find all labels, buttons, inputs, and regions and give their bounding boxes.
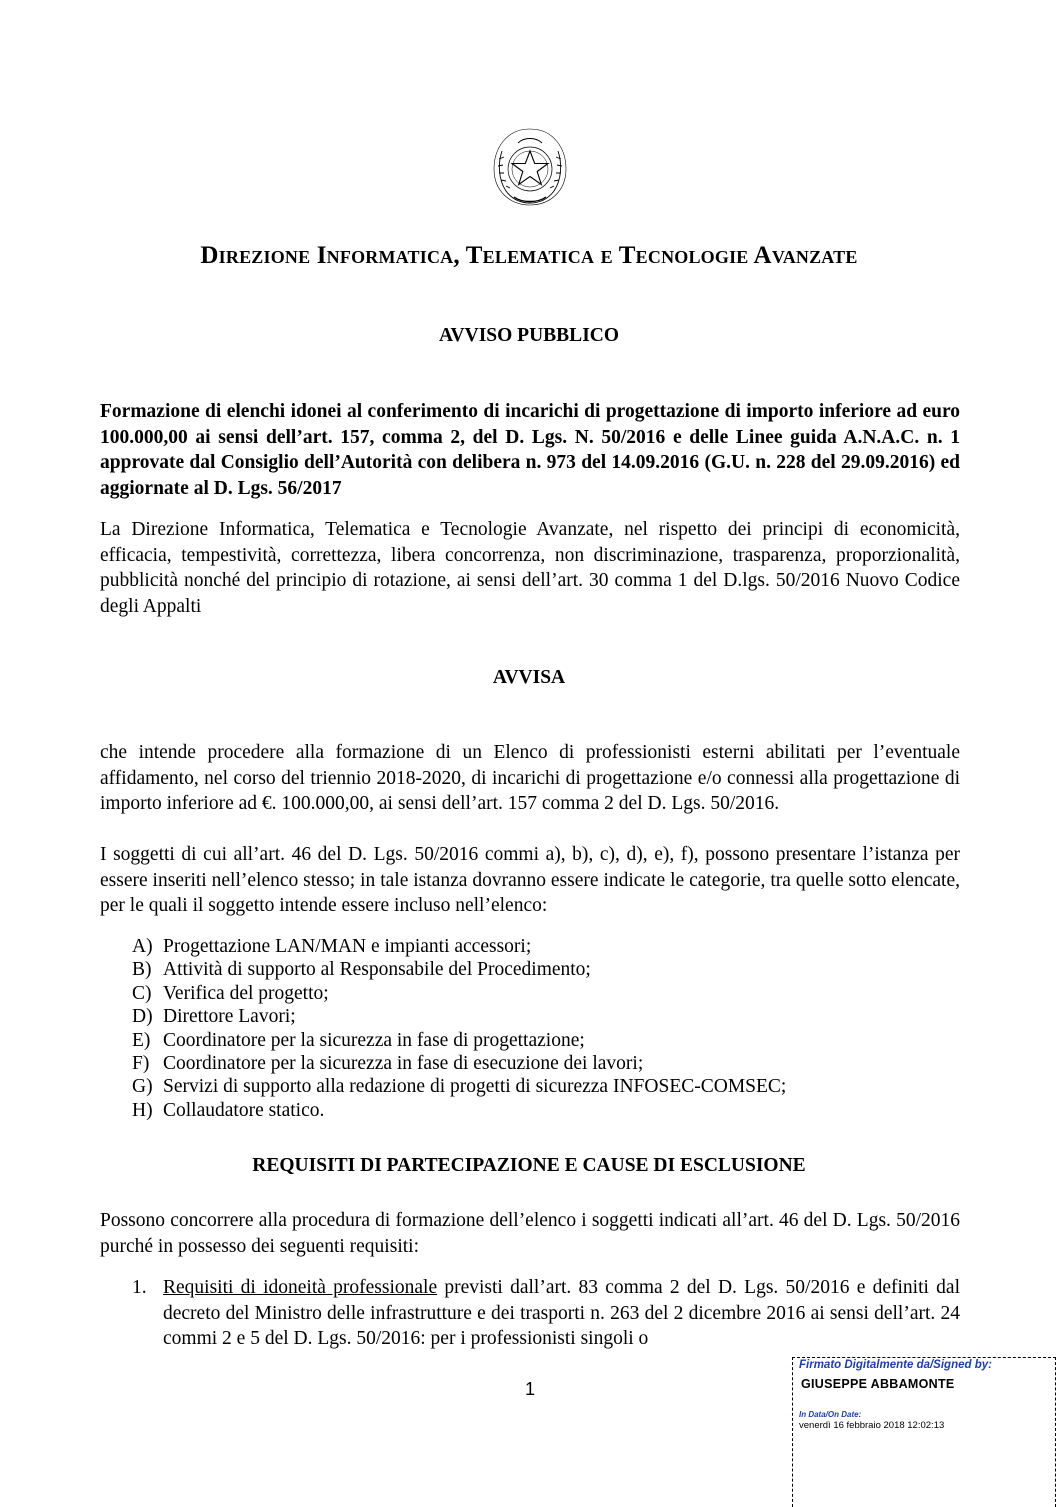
list-item-marker: A): [132, 936, 153, 957]
list-item-marker: C): [132, 982, 152, 1004]
list-item-text: Servizi di supporto alla redazione di progetti di sicurezza INFOSEC-COMSEC;: [163, 1076, 787, 1098]
list-item-marker: D): [132, 1006, 153, 1028]
list-item-text: Direttore Lavori;: [163, 1006, 296, 1028]
list-item-marker: H): [132, 1099, 153, 1121]
list-item: [132, 1005, 932, 1028]
list-item-text: Verifica del progetto;: [163, 982, 329, 1004]
signature-date-label: In Data/On Date:: [799, 1410, 862, 1419]
list-item: [132, 1029, 932, 1052]
list-item-text: Collaudatore statico.: [163, 1099, 325, 1121]
list-item: [132, 1052, 932, 1075]
list-item: [132, 982, 932, 1005]
list-item-marker: G): [132, 1076, 153, 1098]
directorate-title: Direzione Informatica, Telematica e Tecnologie Avanzate: [200, 242, 858, 269]
requirements-intro: Possono concorrere alla procedura di formazione dell’elenco i soggetti indicati all’art. 46 del D. Lgs. 50/2016 purché in possesso dei seguenti requisiti:: [100, 1210, 960, 1257]
requirement-title: Requisiti di idoneità professionale: [163, 1277, 438, 1298]
avvisa-heading: AVVISA: [492, 667, 566, 688]
signed-by-label: Firmato Digitalmente da/Signed by:: [799, 1359, 992, 1371]
digital-signature-stamp: [792, 1357, 1056, 1507]
requirement-body: previsti dall’art. 83 comma 2 del D. Lgs. 50/2016 e definiti dal decreto del Ministro delle infrastrutture e dei trasporti n. 263 del 2 dicembre 2016 ai sensi dell’art. 24 commi 2 e 5 del D. Lgs. 50/2016: per i professionisti singoli o: [163, 1277, 960, 1349]
signature-date: venerdì 16 febbraio 2018 12:02:13: [799, 1420, 945, 1431]
list-item: [132, 1099, 932, 1122]
italian-republic-emblem: [484, 121, 576, 213]
notice-subject: Formazione di elenchi idonei al conferimento di incarichi di progettazione di importo inferiore ad euro 100.000,00 ai sensi dell’art. 157, comma 2, del D. Lgs. N. 50/2016 e delle Linee guida A.N.A.C. n. 1 approvate dal Consiglio dell’Autorità con delibera n. 973 del 14.09.2016 (G.U. n. 228 del 29.09.2016) ed aggiornate al D. Lgs. 56/2017: [100, 401, 960, 499]
requirement-text: [163, 1275, 960, 1352]
intro-paragraph: La Direzione Informatica, Telematica e Tecnologie Avanzate, nel rispetto dei principi di economicità, efficacia, tempestività, correttezza, libera concorrenza, non discriminazione, trasparenza, proporzionalità, pubblicità nonché del principio di rotazione, ai sensi dell’art. 30 comma 1 del D.lgs. 50/2016 Nuovo Codice degli Appalti: [100, 519, 960, 617]
requirements-heading: REQUISITI DI PARTECIPAZIONE E CAUSE DI ESCLUSIONE: [252, 1155, 806, 1176]
list-item-marker: E): [132, 1029, 151, 1051]
list-item-marker: F): [132, 1053, 150, 1075]
notice-title: AVVISO PUBBLICO: [438, 325, 620, 346]
list-item: [132, 1075, 932, 1098]
requirement-item: [132, 1275, 960, 1352]
requirement-marker: 1.: [132, 1277, 147, 1298]
list-item-text: Coordinatore per la sicurezza in fase di progettazione;: [163, 1029, 585, 1051]
category-list: [132, 935, 932, 1122]
list-item: [132, 958, 932, 981]
list-item-text: Progettazione LAN/MAN e impianti accessori;: [163, 936, 532, 957]
avvisa-paragraph: che intende procedere alla formazione di un Elenco di professionisti esterni abilitati per l’eventuale affidamento, nel corso del triennio 2018-2020, di incarichi di progettazione e/o connessi alla progettazione di importo inferiore ad €. 100.000,00, ai sensi dell’art. 157 comma 2 del D. Lgs. 50/2016.: [100, 742, 960, 814]
list-item-text: Coordinatore per la sicurezza in fase di esecuzione dei lavori;: [163, 1053, 644, 1075]
list-item-marker: B): [132, 959, 152, 981]
list-item: [132, 935, 932, 958]
soggetti-paragraph: I soggetti di cui all’art. 46 del D. Lgs. 50/2016 commi a), b), c), d), e), f), possono presentare l’istanza per essere inseriti nell’elenco stesso; in tale istanza dovranno essere indicate le categorie, tra quelle sotto elencate, per le quali il soggetto intende essere incluso nell’elenco:: [100, 844, 960, 916]
page-number: 1: [524, 1379, 535, 1399]
signer-name: GIUSEPPE ABBAMONTE: [801, 1377, 955, 1391]
list-item-text: Attività di supporto al Responsabile del Procedimento;: [163, 959, 591, 981]
